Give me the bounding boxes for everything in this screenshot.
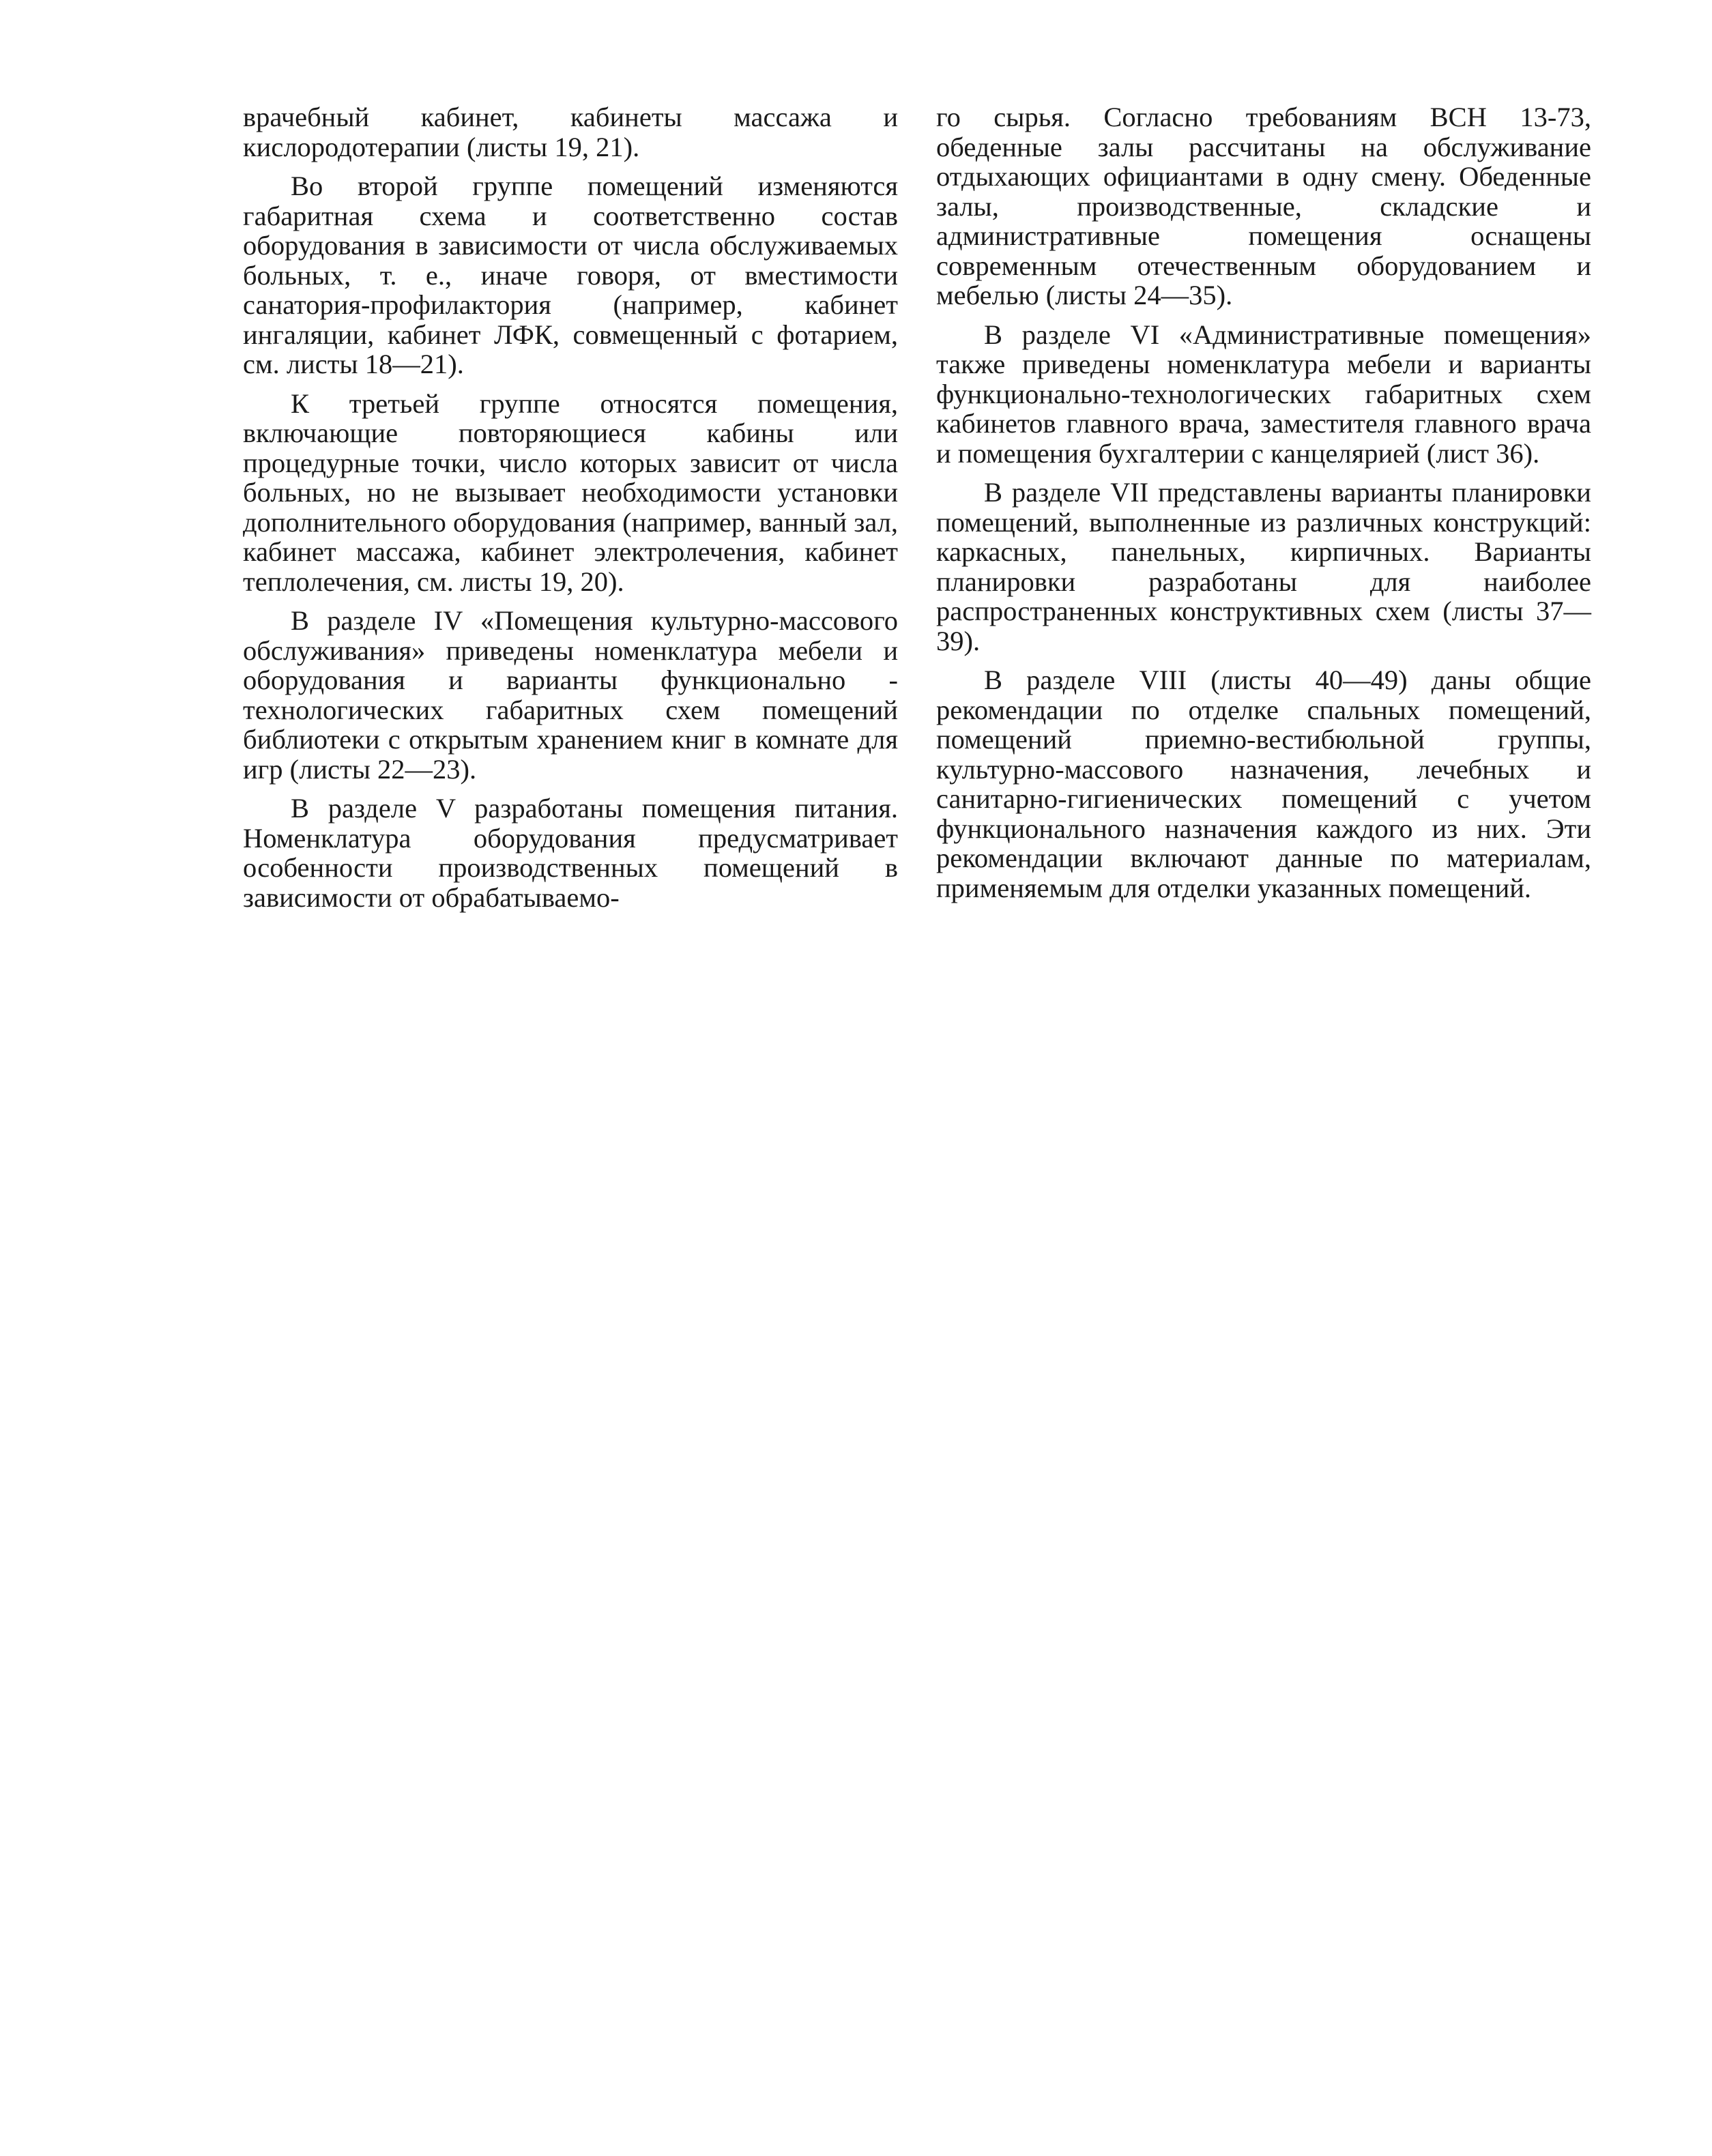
paragraph-second-group: Во второй группе помещений изменяются габаритная схема и соответственно состав оборудования в зависимости от числа обслуживаемых больных, т. е., иначе говоря, от вместимости санатория-профилактория (например, кабинет ингаляции, кабинет ЛФК, совмещенный с фотарием, см. листы 18—21). xyxy=(243,171,898,379)
paragraph-section-vii: В разделе VII представлены варианты планировки помещений, выполненные из различных конструкций: каркасных, панельных, кирпичных. Варианты планировки разработаны для наиболее распространенных конструктивных схем (листы 37—39). xyxy=(936,477,1591,656)
paragraph-section-vi: В разделе VI «Административные помещения» также приведены номенклатура мебели и варианты функционально-технологических габаритных схем кабинетов главного врача, заместителя главного врача и помещения бухгалтерии с канцелярией (лист 36). xyxy=(936,319,1591,469)
paragraph-section-v: В разделе V разработаны помещения питания. Номенклатура оборудования предусматривает особенности производственных помещений в зависимости от обрабатываемо- xyxy=(243,793,898,913)
paragraph-section-iv: В разделе IV «Помещения культурно-массового обслуживания» приведены номенклатура мебели и оборудования и варианты функционально - технологических габаритных схем помещений библиотеки с открытым хранением книг в комнате для игр (листы 22—23). xyxy=(243,605,898,785)
paragraph-continuation: врачебный кабинет, кабинеты массажа и кислородотерапии (листы 19, 21). xyxy=(243,102,898,162)
paragraph-section-v-continuation: го сырья. Согласно требованиям ВСН 13-73, обеденные залы рассчитаны на обслуживание отдыхающих официантами в одну смену. Обеденные залы, производственные, складские и административные помещения оснащены современным отечественным оборудованием и мебелью (листы 24—35). xyxy=(936,102,1591,310)
right-text-column xyxy=(936,102,1591,912)
paragraph-third-group: К третьей группе относятся помещения, включающие повторяющиеся кабины или процедурные точки, число которых зависит от числа больных, но не вызывает необходимости установки дополнительного оборудования (например, ванный зал, кабинет массажа, кабинет электролечения, кабинет теплолечения, см. листы 19, 20). xyxy=(243,388,898,597)
left-text-column xyxy=(243,102,898,922)
paragraph-section-viii: В разделе VIII (листы 40—49) даны общие рекомендации по отделке спальных помещений, помещений приемно-вестибюльной группы, культурно-массового назначения, лечебных и санитарно-гигиенических помещений с учетом функционального назначения каждого из них. Эти рекомендации включают данные по материалам, применяемым для отделки указанных помещений. xyxy=(936,665,1591,903)
